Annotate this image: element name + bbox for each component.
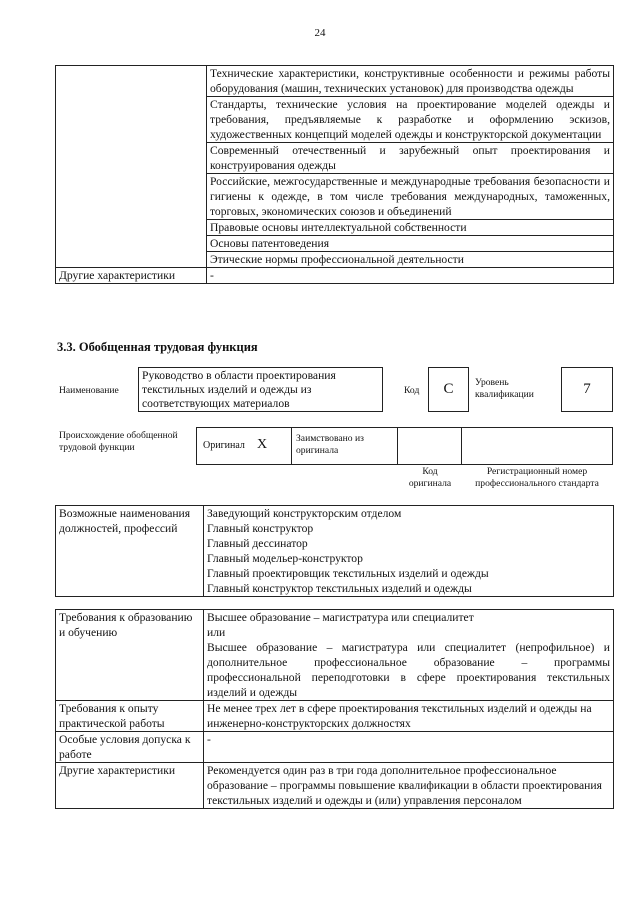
- knowledge-item: Технические характеристики, конструктивные особенности и режимы работы оборудования (машин, технических установок) для производства одежды: [207, 66, 614, 97]
- table-row: [56, 701, 614, 732]
- divider: [291, 428, 292, 464]
- name-label: Наименование: [59, 385, 119, 396]
- page-number: 24: [314, 27, 326, 39]
- table-row: [56, 268, 614, 284]
- knowledge-label-cell: [56, 66, 207, 268]
- table-row: [56, 66, 614, 97]
- other-characteristics-value: Рекомендуется один раз в три года дополнительное профессиональное образование – программы повышение квалификации в области проектирования текстильных изделий и одежды и (или) управления персоналом: [204, 763, 614, 809]
- other-characteristics-label: Другие характеристики: [56, 763, 204, 809]
- original-mark: X: [257, 437, 268, 452]
- list-item: Заведующий конструкторским отделом: [207, 507, 402, 520]
- code-caption: Код оригинала: [408, 466, 452, 489]
- origin-label: Происхождение обобщенной трудовой функции: [59, 430, 178, 453]
- other-characteristics-label: Другие характеристики: [56, 268, 207, 284]
- origin-box: [196, 427, 613, 465]
- positions-table: [55, 505, 614, 597]
- section-title: 3.3. Обобщенная трудовая функция: [57, 340, 258, 354]
- reg-caption: Регистрационный номер профессионального стандарта: [475, 466, 599, 489]
- knowledge-item: Стандарты, технические условия на проектирование моделей одежды и требования, предъявляемые к разработке и оформлению эскизов, художественных концепций моделей одежды и конструкторской документации: [207, 97, 614, 143]
- divider: [397, 428, 398, 464]
- list-item: Высшее образование – магистратура или специалитет (непрофильное) и дополнительное профессиональное образование – программы профессиональной переподготовки в сфере проектирования текстильных изделий и одежды: [207, 641, 610, 699]
- level-box: 7: [561, 367, 613, 412]
- knowledge-table: [55, 65, 614, 284]
- knowledge-item: Основы патентоведения: [207, 236, 614, 252]
- knowledge-item: Современный отечественный и зарубежный опыт проектирования и конструирования одежды: [207, 143, 614, 174]
- original-label: Оригинал: [203, 440, 245, 451]
- list-item: Главный конструктор: [207, 522, 314, 535]
- code-label: Код: [404, 385, 420, 396]
- experience-label: Требования к опыту практической работы: [56, 701, 204, 732]
- knowledge-item: Российские, межгосударственные и международные требования безопасности и гигиены к одежде, в том числе требования международных, таможенных, торговых, экономических союзов и объединений: [207, 174, 614, 220]
- positions-list: [204, 506, 614, 597]
- knowledge-item: Правовые основы интеллектуальной собственности: [207, 220, 614, 236]
- positions-label: Возможные наименования должностей, профессий: [56, 506, 204, 597]
- list-item: Главный модельер-конструктор: [207, 552, 363, 565]
- function-name-box: Руководство в области проектирования текстильных изделий и одежды из соответствующих материалов: [138, 367, 383, 412]
- knowledge-item: Этические нормы профессиональной деятельности: [207, 252, 614, 268]
- table-row: [56, 732, 614, 763]
- borrowed-label: Заимствовано из оригинала: [296, 433, 364, 456]
- table-row: [56, 506, 614, 597]
- divider: [461, 428, 462, 464]
- requirements-table: [55, 609, 614, 809]
- list-item: Главный проектировщик текстильных изделий и одежды: [207, 567, 489, 580]
- list-item: Высшее образование – магистратура или специалитет: [207, 611, 474, 624]
- list-item: или: [207, 626, 226, 639]
- experience-value: Не менее трех лет в сфере проектирования текстильных изделий и одежды на инженерно-конструкторских должностях: [204, 701, 614, 732]
- admission-value: -: [204, 732, 614, 763]
- level-label: Уровень квалификации: [475, 377, 534, 400]
- other-characteristics-value: -: [207, 268, 614, 284]
- education-value: [204, 610, 614, 701]
- list-item: Главный дессинатор: [207, 537, 308, 550]
- table-row: [56, 610, 614, 701]
- table-row: [56, 763, 614, 809]
- list-item: Главный конструктор текстильных изделий и одежды: [207, 582, 472, 595]
- education-label: Требования к образованию и обучению: [56, 610, 204, 701]
- function-code-box: C: [428, 367, 469, 412]
- admission-label: Особые условия допуска к работе: [56, 732, 204, 763]
